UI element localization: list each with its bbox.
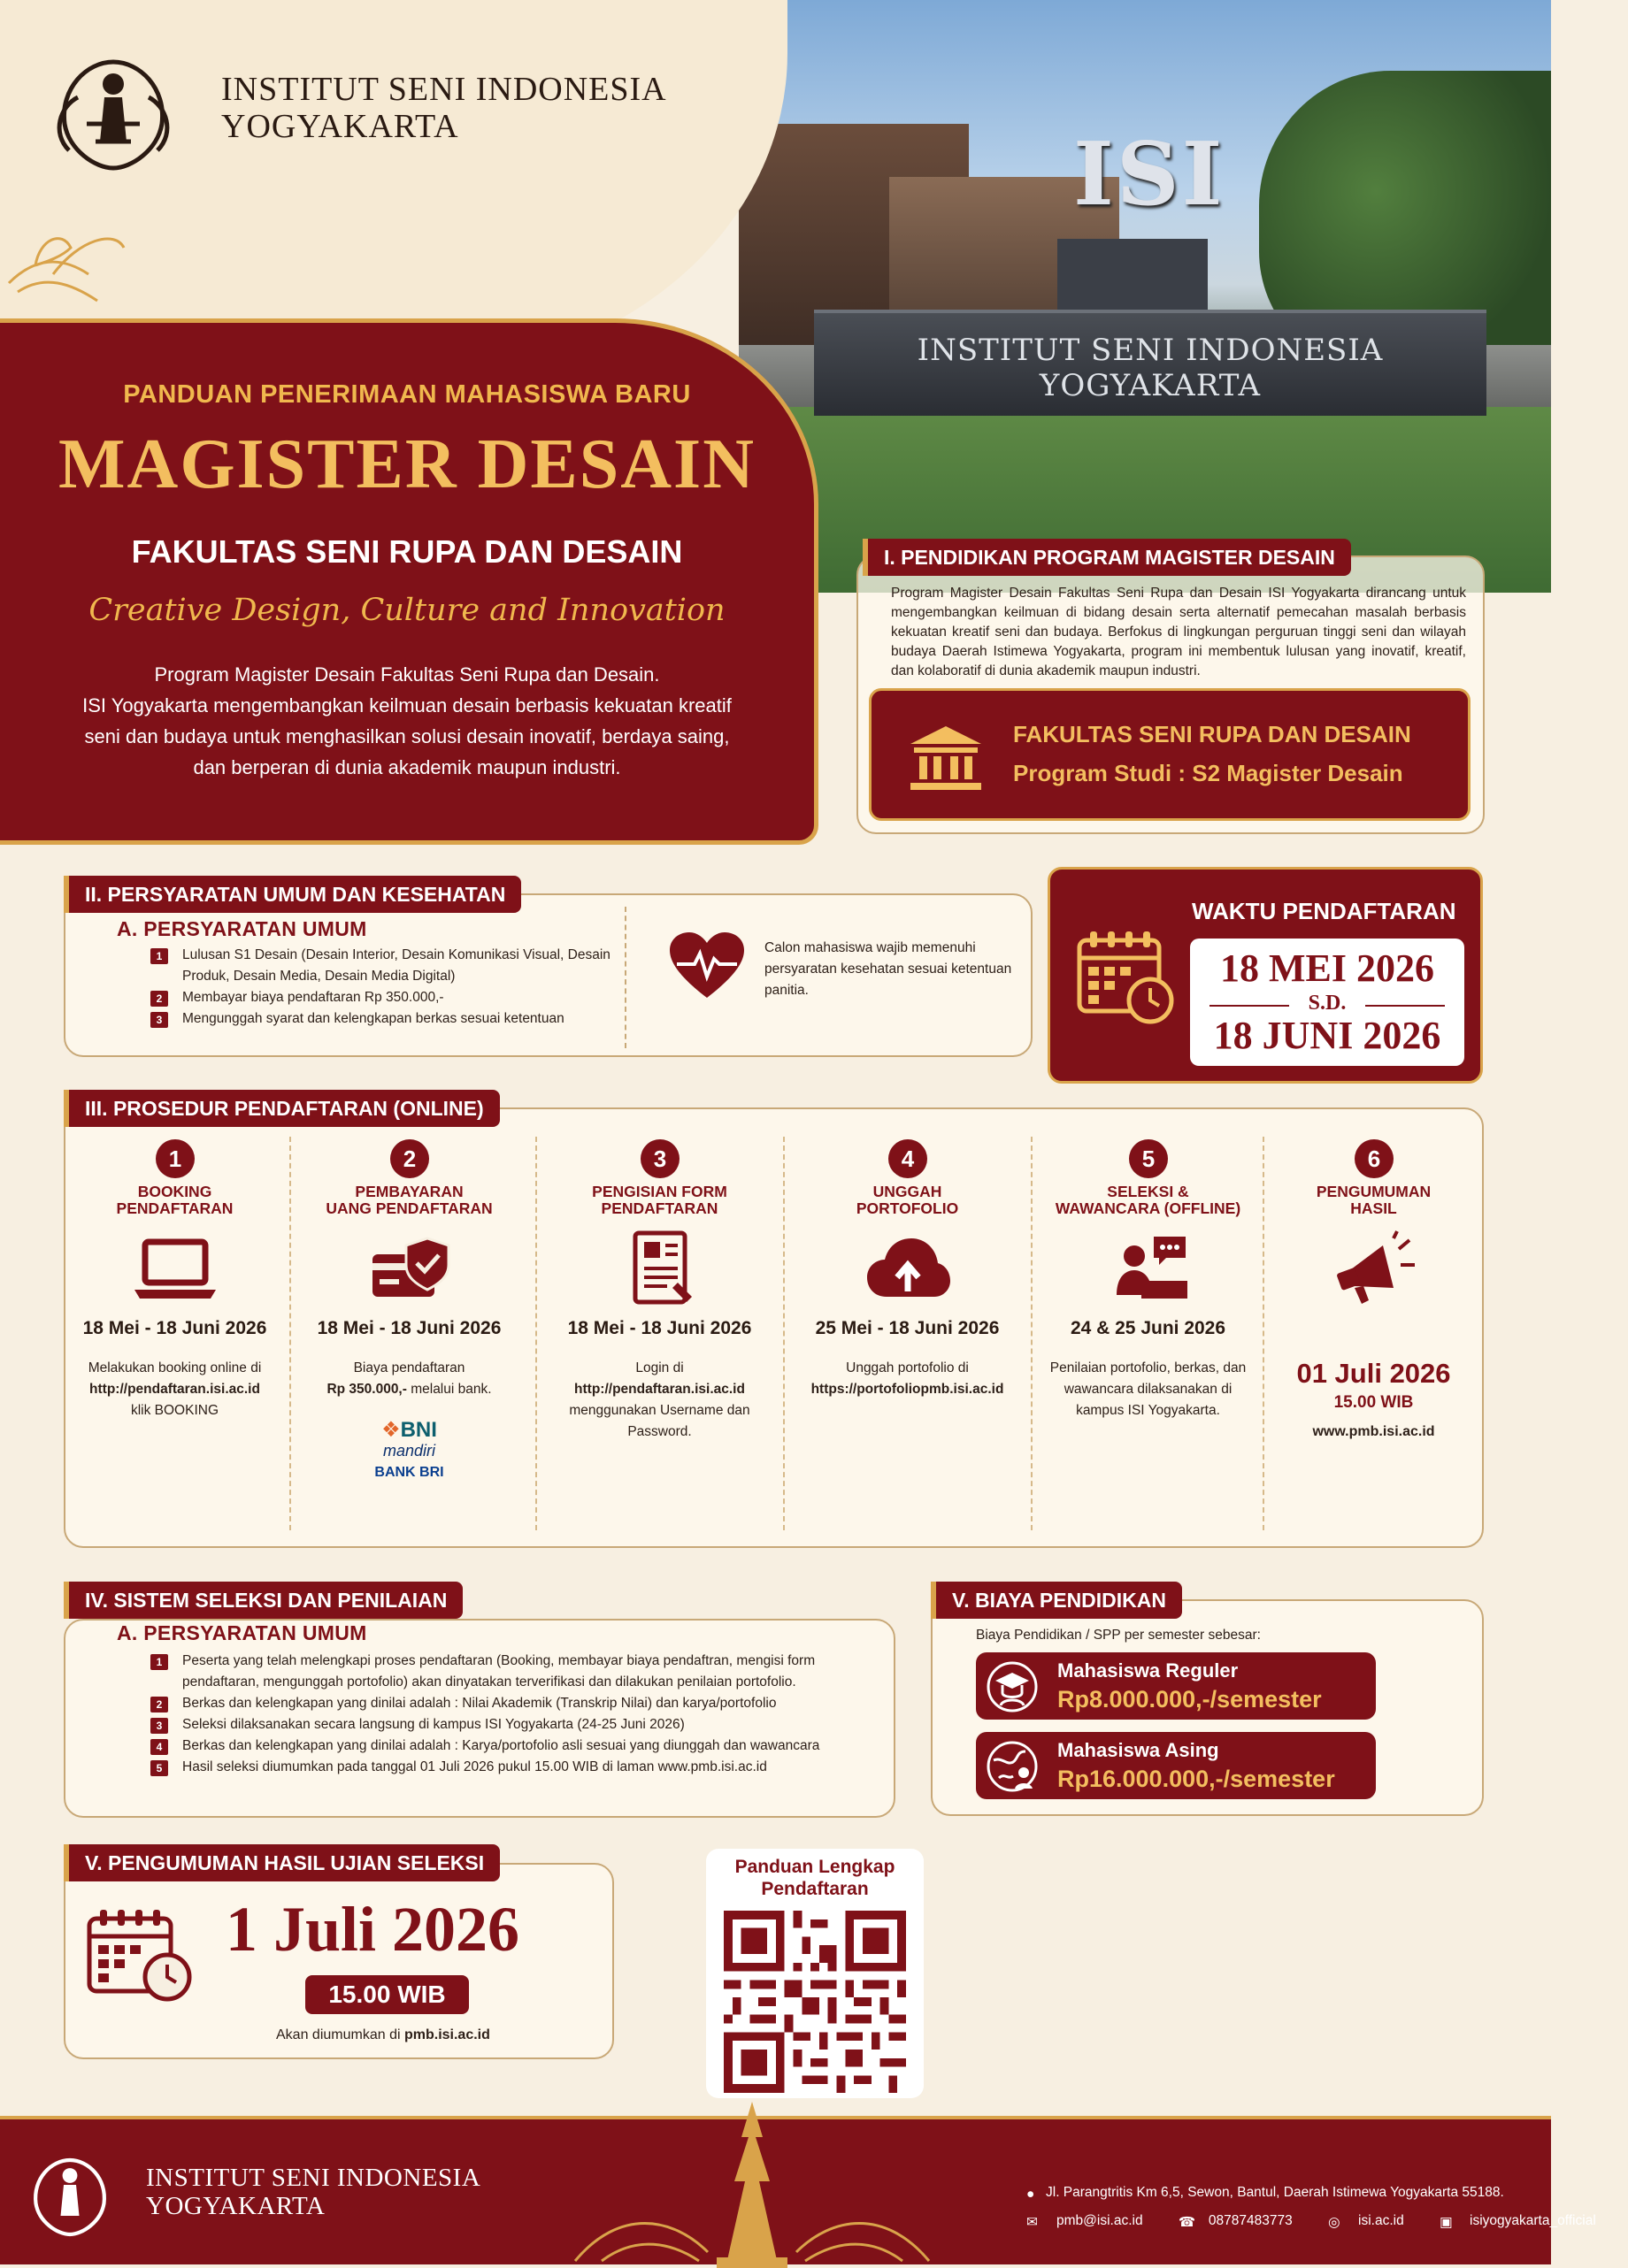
- step-description-line: Login di: [635, 1360, 684, 1375]
- section-program-title: I. PENDIDIKAN PROGRAM MAGISTER DESAIN: [863, 539, 1351, 576]
- tuition-intro: Biaya Pendidikan / SPP per semester sebesar:: [976, 1628, 1261, 1643]
- step-description-line: Melakukan booking online di: [88, 1360, 262, 1375]
- step-title-line: PENDAFTARAN: [116, 1199, 234, 1217]
- laptop-icon: [131, 1230, 219, 1309]
- section-selection-title: IV. SISTEM SELEKSI DAN PENILAIAN: [64, 1582, 463, 1619]
- location-pin-icon: ●: [1026, 2187, 1035, 2202]
- step-description-suffix: melalui bank.: [406, 1382, 492, 1397]
- step-title-line: PORTOFOLIO: [856, 1199, 959, 1217]
- list-number: 1: [150, 1654, 168, 1670]
- list-item-text: Mengunggah syarat dan kelengkapan berkas sesuai ketentuan: [182, 1011, 564, 1026]
- list-item-text: Berkas dan kelengkapan yang dinilai adalah : Karya/portofolio asli sesuai yang diunggah dan wawancara: [182, 1738, 820, 1753]
- step-description: [66, 1358, 283, 1421]
- isi-logo-icon: [34, 44, 193, 186]
- step-title: [1031, 1184, 1265, 1217]
- step-description: [301, 1358, 518, 1400]
- step-description-line: Biaya pendaftaran: [353, 1360, 465, 1375]
- globe-person-icon: [987, 1741, 1038, 1792]
- step-title: [58, 1184, 292, 1217]
- footer-address: [1026, 2185, 1504, 2201]
- sign-tower: [1057, 239, 1208, 318]
- step-description-line: Unggah portofolio di: [846, 1360, 969, 1375]
- list-number: 4: [150, 1739, 168, 1755]
- heart-pulse-icon: [668, 931, 746, 1001]
- flower-ornament-icon: [0, 203, 133, 310]
- footer: [0, 2116, 1596, 2264]
- qr-card: [706, 1849, 924, 2098]
- step-title-line: WAWANCARA (OFFLINE): [1055, 1199, 1241, 1217]
- registration-date-box: [1190, 939, 1464, 1066]
- step-title-line: PENGUMUMAN: [1316, 1183, 1432, 1200]
- section-tuition-title: V. BIAYA PENDIDIKAN: [931, 1582, 1182, 1619]
- requirements-list: [150, 945, 628, 1030]
- step-title-line: HASIL: [1350, 1199, 1397, 1217]
- step-number: 5: [1129, 1139, 1168, 1178]
- step-title: [1256, 1184, 1491, 1217]
- requirements-subtitle: A. PERSYARATAN UMUM: [117, 917, 367, 940]
- footer-phone[interactable]: [1179, 2213, 1309, 2228]
- announcement-note-prefix: Akan diumumkan di: [276, 2027, 404, 2042]
- mandiri-logo: [292, 1442, 526, 1460]
- mail-icon: ✉: [1026, 2215, 1038, 2230]
- bri-logo-text: BANK BRI: [374, 1465, 444, 1480]
- list-number: 1: [150, 948, 168, 964]
- registration-period-card: [1048, 867, 1483, 1084]
- institute-name-line1: INSTITUT SENI INDONESIA: [221, 71, 667, 108]
- cloud-upload-icon: [864, 1230, 952, 1309]
- step-date: 18 Mei - 18 Juni 2026: [82, 1318, 267, 1338]
- fee-label: Mahasiswa Reguler: [1057, 1659, 1239, 1682]
- procedure-step-form: [542, 1132, 777, 1539]
- step-date: 18 Mei - 18 Juni 2026: [317, 1318, 502, 1338]
- step-divider: [289, 1137, 291, 1530]
- booking-url-link[interactable]: http://pendaftaran.isi.ac.id: [89, 1382, 260, 1397]
- procedure-step-portfolio: [790, 1132, 1025, 1539]
- announcement-note: [276, 2027, 490, 2043]
- step-title-line: UANG PENDAFTARAN: [326, 1199, 493, 1217]
- list-item-text: Lulusan S1 Desain (Desain Interior, Desain Komunikasi Visual, Desain Produk, Desain Media, Desain Media Digital): [182, 947, 610, 984]
- temple-ornament-icon: [566, 2102, 938, 2268]
- bri-logo: [292, 1465, 526, 1481]
- list-number: 3: [150, 1012, 168, 1028]
- step-title-line: BOOKING: [137, 1183, 212, 1200]
- footer-address-text: Jl. Parangtritis Km 6,5, Sewon, Bantul, Daerah Istimewa Yogyakarta 55188.: [1046, 2185, 1504, 2200]
- campus-sign-wall: [814, 310, 1486, 416]
- announcement-step-time: 15.00 WIB: [1333, 1393, 1414, 1412]
- step-description-line: menggunakan Username dan Password.: [569, 1403, 750, 1439]
- footer-institute-line2: YOGYAKARTA: [146, 2192, 326, 2220]
- step-title-line: PENGISIAN FORM: [592, 1183, 727, 1200]
- step-description: Penilaian portofolio, berkas, dan wawancara dilaksanakan di kampus ISI Yogyakarta.: [1049, 1360, 1247, 1418]
- fee-value: Rp8.000.000,-/semester: [1057, 1686, 1322, 1712]
- qr-title-line: Panduan Lengkap: [734, 1857, 895, 1877]
- fee-card-foreign: [976, 1732, 1376, 1799]
- list-item: [150, 1735, 885, 1757]
- interview-icon: [1104, 1230, 1193, 1309]
- procedure-step-interview: [1031, 1132, 1265, 1539]
- footer-instagram[interactable]: [1440, 2213, 1612, 2228]
- step-title-line: UNGGAH: [872, 1183, 942, 1200]
- list-item: [150, 1757, 885, 1778]
- institute-name-line2: YOGYAKARTA: [221, 108, 459, 145]
- list-number: 2: [150, 1697, 168, 1712]
- step-number: 4: [888, 1139, 927, 1178]
- list-number: 3: [150, 1718, 168, 1734]
- hero-kicker: PANDUAN PENERIMAAN MAHASISWA BARU: [123, 380, 691, 409]
- step-number: 6: [1355, 1139, 1394, 1178]
- step-date: 18 Mei - 18 Juni 2026: [567, 1318, 752, 1338]
- step-divider: [535, 1137, 537, 1530]
- hero-banner: [0, 318, 818, 845]
- date-separator-line: [1365, 1005, 1445, 1007]
- step-number: 1: [156, 1139, 195, 1178]
- step-title: [292, 1184, 526, 1217]
- hero-description: [27, 659, 787, 783]
- list-number: 5: [150, 1760, 168, 1776]
- step-title-line: PEMBAYARAN: [355, 1183, 464, 1200]
- step-date: 24 & 25 Juni 2026: [1070, 1318, 1226, 1338]
- fee-card-regular: [976, 1652, 1376, 1720]
- section-procedure-title: III. PROSEDUR PENDAFTARAN (ONLINE): [64, 1090, 500, 1127]
- section-program-description: Program Magister Desain Fakultas Seni Rupa dan Desain ISI Yogyakarta dirancang untuk mengembangkan keilmuan di bidang desain serta alternatif pemecahan masalah berbasis kekuatan kreatif seni dan budaya. Berfokus di lingkungan perguruan tinggi seni dan wilayah budaya Daerah Istimewa Yogyakarta, program ini membentuk lulusan yang inovatif, kreatif, dan kolaboratif di dunia akademik maupun industri.: [891, 586, 1466, 678]
- date-separator: S.D.: [1308, 992, 1347, 1015]
- list-number: 2: [150, 991, 168, 1007]
- registration-end-date: 18 JUNI 2026: [1213, 1014, 1441, 1057]
- phone-icon: ☎: [1178, 2215, 1196, 2230]
- section-requirements-title: II. PERSYARATAN UMUM DAN KESEHATAN: [64, 876, 521, 913]
- hero-description-line: ISI Yogyakarta mengembangkan keilmuan desain berbasis kekuatan kreatif: [82, 694, 732, 716]
- section-announcement-title: V. PENGUMUMAN HASIL UJIAN SELEKSI: [64, 1844, 500, 1881]
- registration-fee: Rp 350.000,-: [326, 1382, 407, 1397]
- list-item-text: Hasil seleksi diumumkan pada tanggal 01 Juli 2026 pukul 15.00 WIB di laman www.pmb.isi.ac.id: [182, 1759, 767, 1774]
- graduate-student-icon: [987, 1661, 1038, 1712]
- announcement-site-link[interactable]: pmb.isi.ac.id: [403, 2027, 490, 2042]
- footer-website-text: isi.ac.id: [1358, 2213, 1404, 2228]
- campus-sign-text: INSTITUT SENI INDONESIA YOGYAKARTA: [917, 333, 1384, 403]
- sign-isi-letters: ISI: [1073, 124, 1225, 226]
- calendar-clock-icon: [1072, 923, 1179, 1029]
- list-item: [150, 987, 628, 1008]
- announcement-date: 1 Juli 2026: [226, 1894, 520, 1965]
- bni-logo: ❖BNI: [381, 1418, 437, 1442]
- footer-instagram-text: isiyogyakarta_official: [1470, 2213, 1596, 2228]
- step-title: [790, 1184, 1025, 1217]
- hero-tagline: Creative Design, Culture and Innovation: [88, 593, 726, 628]
- step-description-line: [301, 1379, 518, 1400]
- faculty-name: FAKULTAS SENI RUPA DAN DESAIN: [1013, 721, 1411, 747]
- announcement-time: 15.00 WIB: [305, 1975, 469, 2014]
- footer-institute-name: [146, 2164, 480, 2220]
- form-url-link[interactable]: http://pendaftaran.isi.ac.id: [574, 1382, 745, 1397]
- health-requirement-text: Calon mahasiswa wajib memenuhi persyaratan kesehatan sesuai ketentuan panitia.: [764, 940, 1012, 998]
- hero-description-line: seni dan budaya untuk menghasilkan solusi desain inovatif, berdaya saing,: [84, 725, 730, 747]
- footer-email-text: pmb@isi.ac.id: [1056, 2213, 1143, 2228]
- qr-code-icon[interactable]: [724, 1911, 906, 2093]
- footer-phone-text: 08787483773: [1208, 2213, 1293, 2228]
- hero-title: MAGISTER DESAIN: [58, 425, 756, 503]
- step-title-line: SELEKSI &: [1107, 1183, 1189, 1200]
- step-divider: [783, 1137, 785, 1530]
- step-number: 2: [390, 1139, 429, 1178]
- qr-title-line: Pendaftaran: [761, 1879, 869, 1899]
- procedure-step-announcement: [1256, 1132, 1491, 1539]
- pmb-site-link[interactable]: www.pmb.isi.ac.id: [1312, 1424, 1435, 1439]
- footer-website[interactable]: [1328, 2213, 1420, 2228]
- footer-contacts: [1026, 2213, 1628, 2229]
- calendar-clock-icon: [84, 1904, 195, 2004]
- form-document-icon: [616, 1230, 704, 1309]
- instagram-icon: ▣: [1440, 2215, 1453, 2230]
- hero-description-line: dan berperan di dunia akademik maupun industri.: [193, 756, 621, 778]
- step-title-line: PENDAFTARAN: [601, 1199, 718, 1217]
- list-item: [150, 1714, 885, 1735]
- section-divider: [625, 907, 626, 1048]
- university-building-icon: [907, 723, 985, 792]
- list-item-text: Seleksi dilaksanakan secara langsung di kampus ISI Yogyakarta (24-25 Juni 2026): [182, 1717, 685, 1732]
- campus-photo: [739, 0, 1551, 593]
- announcement-step-date: 01 Juli 2026: [1296, 1358, 1451, 1389]
- list-item: [150, 945, 628, 987]
- registration-start-date: 18 MEI 2026: [1220, 946, 1434, 990]
- step-number: 3: [641, 1139, 680, 1178]
- selection-list: [150, 1651, 885, 1778]
- step-description: [799, 1358, 1016, 1400]
- procedure-step-payment: [292, 1132, 526, 1539]
- list-item: [150, 1651, 885, 1693]
- list-item: [150, 1693, 885, 1714]
- qr-title: [706, 1856, 924, 1900]
- list-item-text: Membayar biaya pendaftaran Rp 350.000,-: [182, 990, 444, 1005]
- institute-name: [221, 71, 667, 145]
- step-description-line: klik BOOKING: [130, 1403, 219, 1418]
- step-description: [551, 1358, 768, 1443]
- list-item-text: Peserta yang telah melengkapi proses pendaftaran (Booking, membayar biaya pendaftran, mengisi form pendaftaran, mengunggah portofolio) akan dinyatakan terverifikasi dan dilakukan penilaian portofolio.: [182, 1653, 816, 1690]
- portfolio-url-link[interactable]: https://portofoliopmb.isi.ac.id: [810, 1382, 1004, 1397]
- payment-card-check-icon: [365, 1230, 454, 1309]
- list-item: [150, 1008, 628, 1030]
- fee-value: Rp16.000.000,-/semester: [1057, 1766, 1335, 1792]
- footer-email[interactable]: [1026, 2213, 1159, 2228]
- procedure-step-booking: [58, 1132, 292, 1539]
- mandiri-logo-text: mandiri: [382, 1442, 436, 1460]
- fee-label: Mahasiswa Asing: [1057, 1739, 1219, 1761]
- isi-logo-icon: [13, 2148, 127, 2247]
- hero-description-line: Program Magister Desain Fakultas Seni Rupa dan Desain.: [154, 663, 660, 686]
- list-item-text: Berkas dan kelengkapan yang dinilai adalah : Nilai Akademik (Transkrip Nilai) dan karya/portofolio: [182, 1696, 777, 1711]
- bni-logo-text: BNI: [400, 1418, 437, 1442]
- hero-subtitle: FAKULTAS SENI RUPA DAN DESAIN: [131, 533, 683, 570]
- faculty-card: [869, 688, 1471, 821]
- globe-icon: ◎: [1328, 2215, 1340, 2230]
- registration-period-title: WAKTU PENDAFTARAN: [1192, 898, 1456, 924]
- selection-subtitle: A. PERSYARATAN UMUM: [117, 1621, 367, 1644]
- megaphone-icon: [1330, 1230, 1418, 1309]
- footer-institute-line1: INSTITUT SENI INDONESIA: [146, 2164, 481, 2192]
- study-program: Program Studi : S2 Magister Desain: [1013, 760, 1403, 786]
- step-date: 25 Mei - 18 Juni 2026: [815, 1318, 1000, 1338]
- step-title: [542, 1184, 777, 1217]
